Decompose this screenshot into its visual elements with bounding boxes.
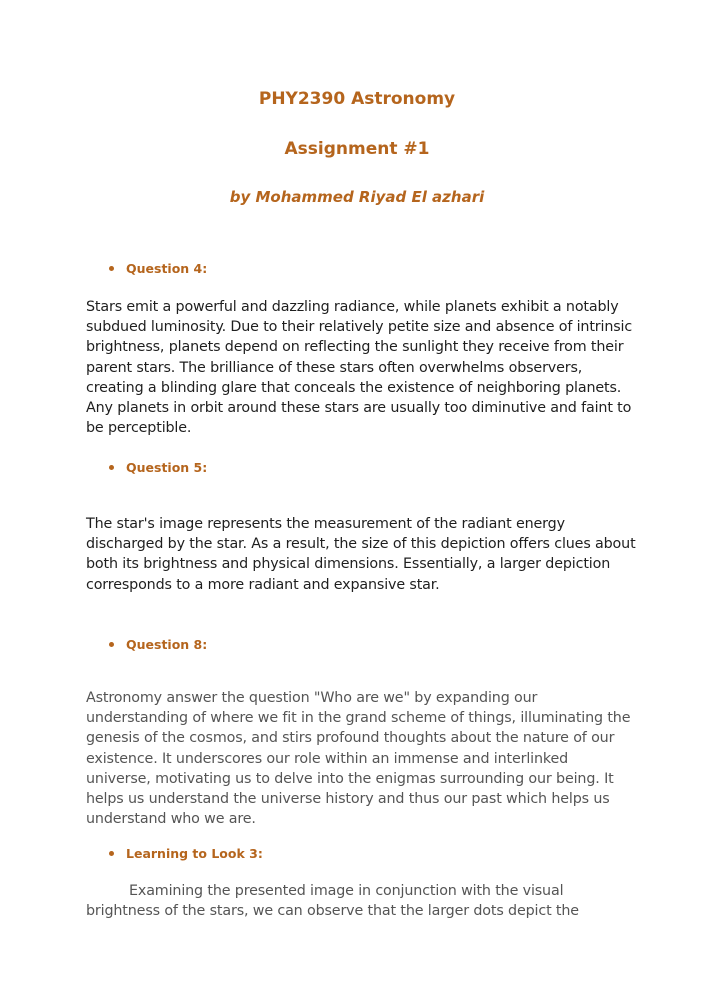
course-title: PHY2390 Astronomy bbox=[258, 89, 456, 109]
bullet-icon bbox=[109, 266, 114, 271]
bullet-icon bbox=[109, 465, 114, 470]
section-body-learning-to-look-3: Examining the presented image in conjunction with the visual brightness of the stars, we can observe that the larger dots depict the bbox=[86, 883, 579, 920]
section-heading-question-8 bbox=[109, 637, 207, 652]
bullet-icon bbox=[109, 851, 114, 856]
section-body-question-8: Astronomy answer the question "Who are we" by expanding our understanding of where we fit in the grand scheme of things, illuminating the genesis of the cosmos, and stirs profound thoughts about the nature of our existence. It underscores our role within an immense and interlinked universe, motivating us to delve into the enigmas surrounding our being. It helps us understand the universe history and thus our past which helps us understand who we are. bbox=[86, 690, 631, 828]
section-body-question-4: Stars emit a powerful and dazzling radiance, while planets exhibit a notably subdued luminosity. Due to their relatively petite size and absence of intrinsic brightness, planets depend on reflecting the sunlight they receive from their parent stars. The brilliance of these stars often overwhelms observers, creating a blinding glare that conceals the existence of neighboring planets. Any planets in orbit around these stars are usually too diminutive and faint to be perceptible. bbox=[86, 299, 633, 437]
section-heading-question-5 bbox=[109, 460, 207, 475]
section-heading-label: Question 5: bbox=[126, 460, 208, 475]
section-heading-label: Learning to Look 3: bbox=[126, 846, 263, 861]
section-body-question-5: The star's image represents the measurement of the radiant energy discharged by the star. As a result, the size of this depiction offers clues about both its brightness and physical dimensions. Essentially, a larger depiction corresponds to a more radiant and expansive star. bbox=[86, 516, 636, 593]
section-heading-question-4 bbox=[109, 261, 207, 276]
section-heading-label: Question 4: bbox=[126, 261, 208, 276]
assignment-title: Assignment #1 bbox=[284, 139, 430, 159]
section-heading-learning-to-look-3 bbox=[109, 846, 263, 861]
bullet-icon bbox=[109, 642, 114, 647]
author-byline: by Mohammed Riyad El azhari bbox=[229, 188, 485, 206]
section-heading-label: Question 8: bbox=[126, 637, 208, 652]
